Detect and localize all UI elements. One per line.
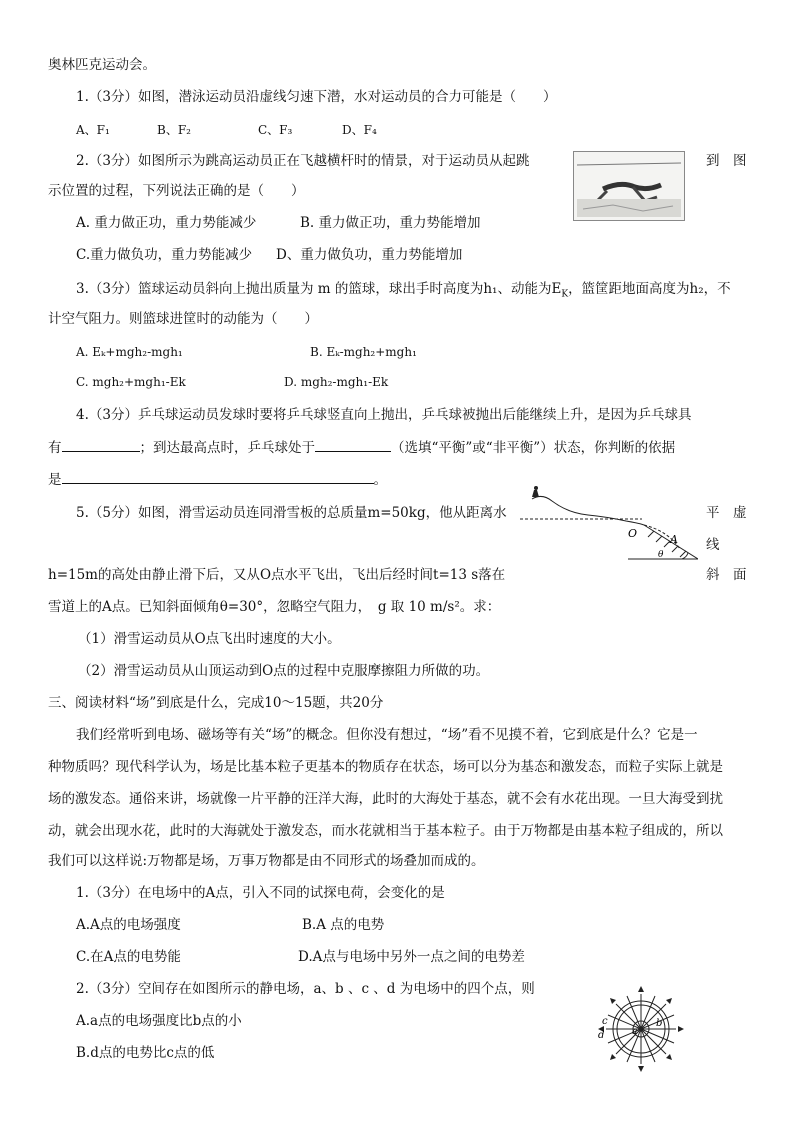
label-a: A	[670, 533, 678, 546]
label-theta: θ	[658, 550, 664, 560]
q5-stem-line1: 5.（5分）如图，滑雪运动员连同滑雪板的总质量m=50kg，他从距离水	[76, 505, 507, 521]
q3-option-d: D. mgh₂-mgh₁-Ek	[284, 375, 389, 389]
q4-blank-3[interactable]	[62, 470, 374, 484]
q2-option-b: B. 重力做正功，重力势能增加	[300, 215, 481, 231]
q2-stem-line2: 示位置的过程，下列说法正确的是（ ）	[48, 183, 305, 199]
s3q1-option-b: B.A 点的电势	[302, 917, 385, 933]
q1-option-d: D、F₄	[342, 123, 377, 137]
label-d: d	[598, 1030, 605, 1041]
q4-blank-1[interactable]	[62, 438, 140, 452]
high-jump-image	[573, 151, 685, 221]
q3-stem-part2: ，篮筐距地面高度为h₂，不	[568, 281, 731, 297]
section3-para-line1: 我们经常听到电场、磁场等有关“场”的概念。但你没有想过，“场”看不见摸不着，它到底是什么？它是一	[76, 727, 698, 743]
q5-tail-2: 线	[706, 537, 720, 553]
q1-option-a: A、F₁	[76, 123, 110, 137]
q3-option-a: A. Eₖ+mgh₂-mgh₁	[76, 345, 183, 359]
q4-stem-line1: 4.（3分）乒乓球运动员发球时要将乒乓球竖直向上抛出，乒乓球被抛出后能继续上升，是因为乒乓球具	[76, 407, 692, 423]
q2-option-a: A. 重力做正功，重力势能减少	[76, 215, 257, 231]
electric-field-figure	[596, 984, 686, 1074]
section3-para-line5: 我们可以这样说:万物都是场，万事万物都是由不同形式的场叠加而成的。	[48, 853, 485, 869]
q2-stem-tail: 到 图	[706, 153, 747, 169]
q4-line3-a: 是	[48, 472, 62, 488]
s3q2-option-a: A.a点的电场强度比b点的小	[76, 1013, 242, 1029]
section3-title: 三、阅读材料“场”到底是什么，完成10～15题，共20分	[48, 695, 384, 711]
q2-option-c: C.重力做负功，重力势能减少	[76, 247, 253, 263]
section3-para-line4: 动，就会出现水花，此时的大海就处于激发态，而水花就相当于基本粒子。由于万物都是由基本粒子组成的，所以	[48, 823, 723, 839]
q4-line2-a: 有	[48, 440, 62, 456]
label-b: b	[656, 1018, 663, 1029]
q4-blank-2[interactable]	[315, 438, 391, 452]
q5-stem-line2: h=15m的高处由静止滑下后，又从O点水平飞出，飞出后经时间t=13 s落在	[48, 567, 506, 583]
q4-stem-line3	[48, 470, 387, 489]
q2-stem-line1: 2.（3分）如图所示为跳高运动员正在飞越横杆时的情景，对于运动员从起跳	[76, 153, 530, 169]
q3-option-c: C. mgh₂+mgh₁-Ek	[76, 375, 186, 389]
q5-stem-line3: 雪道上的A点。已知斜面倾角θ=30°，忽略空气阻力， g 取 10 m/s²。求：	[48, 599, 501, 615]
q2-option-d: D、重力做负功，重力势能增加	[276, 247, 463, 263]
q1-option-b: B、F₂	[157, 123, 191, 137]
q3-stem-part1: 3.（3分）篮球运动员斜向上抛出质量为 m 的篮球，球出手时高度为h₁、动能为E	[76, 281, 562, 297]
q4-stem-line2	[48, 438, 675, 457]
top-line: 奥林匹克运动会。	[48, 57, 156, 73]
s3q2-option-b: B.d点的电势比c点的低	[76, 1045, 215, 1061]
q1-stem: 1.（3分）如图，潜泳运动员沿虚线匀速下潜，水对运动员的合力可能是（ ）	[76, 89, 557, 105]
q3-stem-line2: 计空气阻力。则篮球进筐时的动能为（ ）	[48, 311, 318, 327]
q3-stem-sub: K	[561, 289, 569, 300]
q5-sub-2: （2）滑雪运动员从山顶运动到O点的过程中克服摩擦阻力所做的功。	[78, 663, 490, 679]
s3q2-stem: 2.（3分）空间存在如图所示的静电场，a、b 、c 、d 为电场中的四个点，则	[76, 981, 535, 997]
q5-sub-1: （1）滑雪运动员从O点飞出时速度的大小。	[78, 631, 341, 647]
s3q1-option-a: A.A点的电场强度	[76, 917, 181, 933]
q5-tail-1: 平 虚	[706, 505, 747, 521]
q3-stem-line1	[76, 280, 731, 304]
label-o: O	[628, 527, 638, 540]
q3-option-b: B. Eₖ-mgh₂+mgh₁	[310, 345, 417, 359]
q4-line3-b: 。	[373, 472, 387, 488]
label-a-point: a	[632, 1027, 638, 1037]
ski-slope-figure	[518, 479, 698, 585]
section3-para-line2: 种物质吗？现代科学认为，场是比基本粒子更基本的物质存在状态，场可以分为基态和激发态，而粒子实际上就是	[48, 759, 723, 775]
q4-line2-c: （选填“平衡”或“非平衡”）状态，你判断的依据	[391, 440, 676, 456]
q4-line2-b: ；到达最高点时，乒乓球处于	[139, 440, 315, 456]
q5-tail-3: 斜 面	[706, 567, 747, 583]
s3q1-stem: 1.（3分）在电场中的A点，引入不同的试探电荷，会变化的是	[76, 885, 445, 901]
label-c: c	[602, 1016, 608, 1027]
section3-para-line3: 场的激发态。通俗来讲，场就像一片平静的汪洋大海，此时的大海处于基态，就不会有水花出现。一旦大海受到扰	[48, 791, 723, 807]
q1-option-c: C、F₃	[258, 123, 293, 137]
s3q1-option-c: C.在A点的电势能	[76, 949, 181, 965]
s3q1-option-d: D.A点与电场中另外一点之间的电势差	[298, 949, 525, 965]
